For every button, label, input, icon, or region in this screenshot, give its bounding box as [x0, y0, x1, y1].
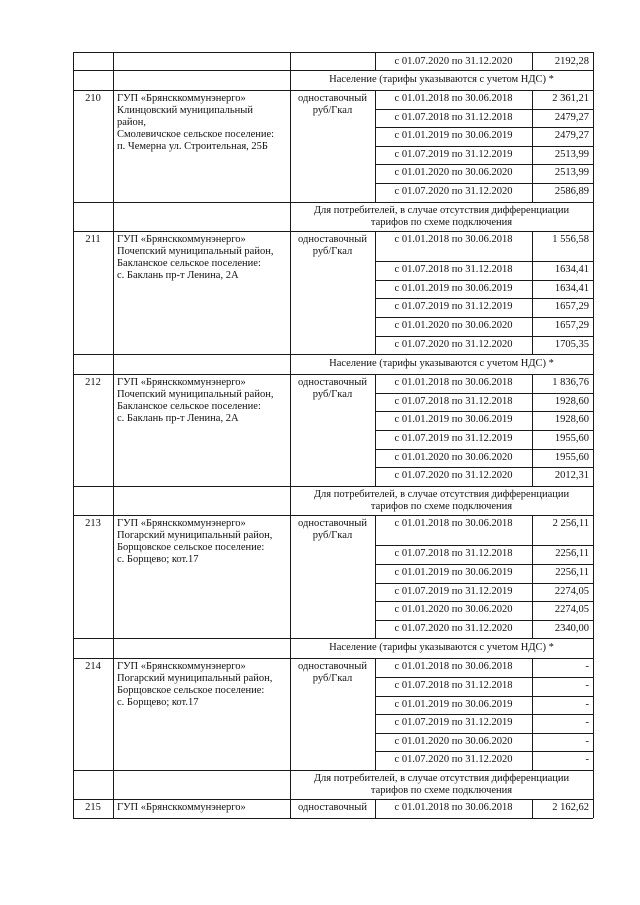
grid-line: [73, 770, 593, 771]
period-cell: с 01.07.2020 по 31.12.2020: [394, 754, 513, 765]
tariff-type-text: одноставочный: [298, 234, 367, 245]
value-cell: 1657,29: [554, 320, 589, 331]
tariff-type-text: руб/Гкал: [312, 530, 353, 541]
section-heading: Население (тарифы указываются с учетом НДС) *: [329, 642, 554, 653]
value-cell: -: [585, 680, 589, 691]
value-cell: 1955,60: [554, 452, 589, 463]
grid-line: [532, 90, 533, 202]
grid-line: [290, 90, 291, 202]
organization-text: Борщовское сельское поселение:: [117, 542, 265, 553]
tariff-type-text: руб/Гкал: [312, 105, 353, 116]
grid-line: [375, 564, 593, 565]
organization-text: Бакланское сельское поселение:: [117, 258, 261, 269]
organization-text: Почепский муниципальный район,: [117, 389, 274, 400]
value-cell: 2192,28: [554, 56, 589, 67]
grid-line: [532, 658, 533, 770]
organization-text: ГУП «Брянсккоммунэнерго»: [117, 661, 246, 672]
grid-line: [290, 658, 291, 770]
organization-text: Клинцовский муниципальный: [117, 105, 253, 116]
period-cell: с 01.01.2019 по 30.06.2019: [394, 283, 513, 294]
period-cell: с 01.01.2019 по 30.06.2019: [394, 130, 513, 141]
value-cell: 1955,60: [554, 433, 589, 444]
grid-line: [73, 374, 593, 375]
grid-line: [290, 374, 291, 486]
grid-line: [593, 52, 594, 818]
value-cell: 2479,27: [554, 130, 589, 141]
period-cell: с 01.07.2018 по 31.12.2018: [394, 680, 513, 691]
grid-line: [73, 486, 593, 487]
grid-line: [532, 52, 533, 70]
period-cell: с 01.07.2019 по 31.12.2019: [394, 586, 513, 597]
grid-line: [73, 658, 593, 659]
period-cell: с 01.07.2020 по 31.12.2020: [394, 186, 513, 197]
grid-line: [375, 733, 593, 734]
grid-line: [375, 127, 593, 128]
value-cell: 1928,60: [554, 396, 589, 407]
tariff-type-text: одноставочный: [298, 93, 367, 104]
tariff-type-text: руб/Гкал: [312, 246, 353, 257]
grid-line: [73, 515, 593, 516]
grid-line: [375, 799, 376, 818]
organization-text: с. Борщево; кот.17: [117, 697, 199, 708]
period-cell: с 01.07.2018 по 31.12.2018: [394, 548, 513, 559]
value-cell: -: [585, 736, 589, 747]
value-cell: 2 162,62: [552, 802, 589, 813]
period-cell: с 01.01.2020 по 30.06.2020: [394, 320, 513, 331]
value-cell: 2340,00: [554, 623, 589, 634]
tariff-type-text: одноставочный: [298, 518, 367, 529]
grid-line: [73, 202, 593, 203]
grid-line: [375, 430, 593, 431]
row-number: 214: [85, 661, 101, 672]
value-cell: 2586,89: [554, 186, 589, 197]
grid-line: [375, 183, 593, 184]
value-cell: 1 556,58: [552, 234, 589, 245]
tariff-type-text: одноставочный: [298, 802, 367, 813]
organization-text: Смолевичское сельское поселение:: [117, 129, 275, 140]
organization-text: с. Борщево; кот.17: [117, 554, 199, 565]
tariff-type-text: одноставочный: [298, 377, 367, 388]
grid-line: [375, 52, 376, 70]
grid-line: [532, 374, 533, 486]
period-cell: с 01.07.2018 по 31.12.2018: [394, 112, 513, 123]
organization-text: Почепский муниципальный район,: [117, 246, 274, 257]
period-cell: с 01.01.2018 по 30.06.2018: [394, 518, 513, 529]
value-cell: 1 836,76: [552, 377, 589, 388]
row-number: 213: [85, 518, 101, 529]
period-cell: с 01.07.2020 по 31.12.2020: [394, 623, 513, 634]
value-cell: 1657,29: [554, 301, 589, 312]
organization-text: Погарский муниципальный район,: [117, 673, 273, 684]
grid-line: [375, 231, 376, 355]
value-cell: 2256,11: [555, 567, 589, 578]
grid-line: [532, 231, 533, 355]
section-heading: тарифов по схеме подключения: [370, 785, 513, 796]
grid-line: [290, 52, 291, 70]
period-cell: с 01.01.2018 по 30.06.2018: [394, 234, 513, 245]
period-cell: с 01.01.2019 по 30.06.2019: [394, 414, 513, 425]
period-cell: с 01.01.2020 по 30.06.2020: [394, 452, 513, 463]
organization-text: ГУП «Брянсккоммунэнерго»: [117, 377, 246, 388]
organization-text: с. Баклань пр-т Ленина, 2А: [117, 413, 239, 424]
organization-text: п. Чемерна ул. Строительная, 25Б: [117, 141, 268, 152]
value-cell: 2012,31: [554, 470, 589, 481]
grid-line: [375, 90, 376, 202]
row-number: 210: [85, 93, 101, 104]
grid-line: [290, 486, 291, 515]
grid-line: [375, 714, 593, 715]
period-cell: с 01.07.2019 по 31.12.2019: [394, 149, 513, 160]
grid-line: [375, 515, 376, 639]
grid-line: [375, 751, 593, 752]
grid-line: [290, 799, 291, 818]
organization-text: ГУП «Брянсккоммунэнерго»: [117, 518, 246, 529]
grid-line: [375, 109, 593, 110]
section-heading: Для потребителей, в случае отсутствия дифференциации: [313, 773, 570, 784]
organization-text: ГУП «Брянсккоммунэнерго»: [117, 93, 246, 104]
tariff-type-text: одноставочный: [298, 661, 367, 672]
grid-line: [73, 818, 593, 819]
grid-line: [73, 799, 593, 800]
organization-text: Бакланское сельское поселение:: [117, 401, 261, 412]
grid-line: [73, 70, 593, 71]
grid-line: [375, 620, 593, 621]
value-cell: 1928,60: [554, 414, 589, 425]
tariff-type-text: руб/Гкал: [312, 673, 353, 684]
grid-line: [73, 354, 593, 355]
period-cell: с 01.07.2020 по 31.12.2020: [394, 339, 513, 350]
period-cell: с 01.07.2019 по 31.12.2019: [394, 301, 513, 312]
value-cell: 2513,99: [554, 149, 589, 160]
grid-line: [375, 393, 593, 394]
row-number: 211: [85, 234, 101, 245]
grid-line: [290, 70, 291, 90]
grid-line: [375, 411, 593, 412]
tariff-type-text: руб/Гкал: [312, 389, 353, 400]
value-cell: 1634,41: [554, 283, 589, 294]
grid-line: [375, 336, 593, 337]
value-cell: 2479,27: [554, 112, 589, 123]
grid-line: [290, 515, 291, 639]
period-cell: с 01.01.2018 по 30.06.2018: [394, 661, 513, 672]
grid-line: [532, 799, 533, 818]
section-heading: Для потребителей, в случае отсутствия дифференциации: [313, 205, 570, 216]
period-cell: с 01.01.2018 по 30.06.2018: [394, 377, 513, 388]
grid-line: [113, 52, 114, 818]
organization-text: ГУП «Брянсккоммунэнерго»: [117, 802, 246, 813]
grid-line: [375, 467, 593, 468]
grid-line: [375, 164, 593, 165]
value-cell: -: [585, 717, 589, 728]
value-cell: 2513,99: [554, 167, 589, 178]
period-cell: с 01.01.2018 по 30.06.2018: [394, 802, 513, 813]
grid-line: [375, 601, 593, 602]
grid-line: [73, 52, 593, 53]
period-cell: с 01.01.2018 по 30.06.2018: [394, 93, 513, 104]
period-cell: с 01.07.2019 по 31.12.2019: [394, 433, 513, 444]
grid-line: [290, 770, 291, 799]
value-cell: 2 361,21: [552, 93, 589, 104]
period-cell: с 01.01.2019 по 30.06.2019: [394, 699, 513, 710]
organization-text: Борщовское сельское поселение:: [117, 685, 265, 696]
grid-line: [73, 638, 593, 639]
section-heading: Население (тарифы указываются с учетом НДС) *: [329, 358, 554, 369]
grid-line: [375, 317, 593, 318]
grid-line: [290, 638, 291, 658]
organization-text: Погарский муниципальный район,: [117, 530, 273, 541]
organization-text: район,: [117, 117, 147, 128]
period-cell: с 01.01.2019 по 30.06.2019: [394, 567, 513, 578]
value-cell: 1705,35: [554, 339, 589, 350]
period-cell: с 01.07.2018 по 31.12.2018: [394, 264, 513, 275]
organization-text: с. Баклань пр-т Ленина, 2А: [117, 270, 239, 281]
grid-line: [375, 374, 376, 486]
grid-line: [73, 52, 74, 818]
section-heading: Для потребителей, в случае отсутствия дифференциации: [313, 489, 570, 500]
grid-line: [375, 545, 593, 546]
grid-line: [375, 696, 593, 697]
organization-text: ГУП «Брянсккоммунэнерго»: [117, 234, 246, 245]
grid-line: [290, 202, 291, 231]
value-cell: 2274,05: [554, 604, 589, 615]
value-cell: -: [585, 661, 589, 672]
period-cell: с 01.07.2020 по 31.12.2020: [394, 470, 513, 481]
section-heading: тарифов по схеме подключения: [370, 217, 513, 228]
grid-line: [375, 146, 593, 147]
value-cell: -: [585, 754, 589, 765]
value-cell: 2274,05: [554, 586, 589, 597]
grid-line: [375, 658, 376, 770]
period-cell: с 01.01.2020 по 30.06.2020: [394, 604, 513, 615]
grid-line: [375, 583, 593, 584]
grid-line: [375, 298, 593, 299]
row-number: 215: [85, 802, 101, 813]
grid-line: [73, 231, 593, 232]
period-cell: с 01.07.2019 по 31.12.2019: [394, 717, 513, 728]
grid-line: [290, 354, 291, 374]
grid-line: [290, 231, 291, 355]
value-cell: 2 256,11: [552, 518, 589, 529]
row-number: 212: [85, 377, 101, 388]
period-cell: с 01.07.2018 по 31.12.2018: [394, 396, 513, 407]
section-heading: тарифов по схеме подключения: [370, 501, 513, 512]
period-cell: с 01.01.2020 по 30.06.2020: [394, 167, 513, 178]
grid-line: [375, 261, 593, 262]
section-heading: Население (тарифы указываются с учетом НДС) *: [329, 74, 554, 85]
grid-line: [375, 280, 593, 281]
value-cell: -: [585, 699, 589, 710]
period-cell: с 01.01.2020 по 30.06.2020: [394, 736, 513, 747]
grid-line: [532, 515, 533, 639]
value-cell: 2256,11: [555, 548, 589, 559]
value-cell: 1634,41: [554, 264, 589, 275]
grid-line: [375, 677, 593, 678]
grid-line: [73, 90, 593, 91]
period-cell: с 01.07.2020 по 31.12.2020: [394, 56, 513, 67]
grid-line: [375, 449, 593, 450]
